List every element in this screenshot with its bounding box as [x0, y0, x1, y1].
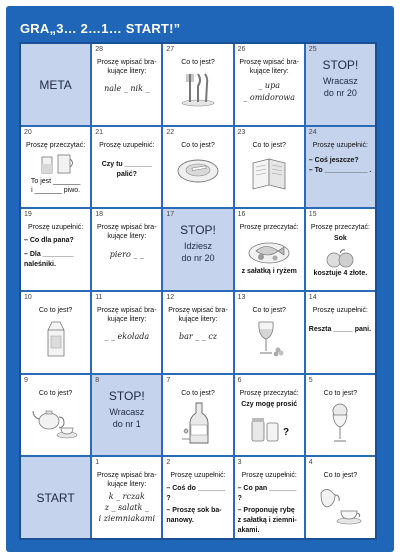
cell-text-2: – Proponuję rybę: [237, 507, 295, 515]
board-cell-meta: [21, 44, 90, 125]
board-cell-20: [21, 127, 90, 208]
game-board: [19, 42, 377, 540]
cell-prompt: Co to jest?: [252, 141, 286, 149]
board-cell-4: [306, 457, 375, 538]
cell-text-3: z sałatką i ziemni-: [237, 517, 297, 525]
cell-prompt: Proszę uzupełnić:: [170, 472, 226, 480]
cell-number: 5: [308, 376, 313, 384]
coffee-set-icon: [315, 483, 365, 527]
board-cell-8: [92, 375, 161, 456]
board-cell-7: [163, 375, 232, 456]
board-cell-start: [21, 457, 90, 538]
cell-prompt: Co to jest?: [38, 389, 73, 397]
board-cell-16: [235, 209, 304, 290]
cell-prompt: Proszę przeczytać:: [310, 224, 370, 232]
board-cell-23: [235, 127, 304, 208]
cell-text-1: Reszta _____ pani.: [308, 325, 372, 333]
cell-number: 16: [237, 211, 246, 219]
cell-answer-line1: _ upa: [258, 81, 280, 90]
board-cell-3: [235, 457, 304, 538]
cell-prompt: Co to jest?: [181, 141, 215, 149]
board-cell-15: [306, 209, 375, 290]
cell-text-2: – Dla ________: [24, 251, 74, 259]
menu-book-icon: [247, 153, 291, 191]
stop-instruction-line2: do nr 1: [112, 418, 141, 429]
cell-number: 12: [166, 293, 175, 301]
cell-text-1: – Coś jeszcze?: [308, 156, 359, 164]
cell-number: 25: [308, 46, 317, 53]
cell-prompt: Co to jest?: [252, 306, 286, 314]
cell-caption: kosztuje 4 złote.: [313, 270, 368, 278]
cell-prompt: Co to jest?: [181, 59, 215, 66]
cell-prompt: Proszę uzupełnić:: [27, 224, 84, 232]
cell-number: 8: [95, 376, 100, 384]
cell-prompt: Proszę uzupełnić:: [312, 306, 369, 314]
cell-prompt: Proszę przeczytać:: [239, 224, 299, 232]
ashtray-icon: [174, 153, 222, 187]
cell-prompt: Co to jest?: [181, 389, 215, 397]
cell-prompt: Proszę uzupełnić:: [241, 472, 297, 480]
cell-number: 19: [24, 211, 32, 219]
cell-text-1: – Co dla pana?: [24, 237, 74, 245]
cell-prompt: Proszę wpisać bra-kujące litery:: [168, 306, 228, 323]
board-cell-13: [235, 292, 304, 373]
cell-number: 9: [24, 376, 28, 384]
stop-label: STOP!: [180, 223, 216, 238]
cell-number: 10: [24, 293, 32, 301]
cell-answer: nale _ nik _: [104, 84, 150, 93]
cell-text-3: nanowy.: [166, 517, 194, 525]
cell-number: 14: [308, 293, 317, 301]
cell-prompt: Proszę wpisać bra-kujące litery:: [97, 59, 157, 75]
cell-answer: piero _ _: [109, 250, 144, 260]
cell-answer-line1: k _ rczak: [108, 492, 145, 502]
board-cell-22: [163, 127, 232, 208]
cell-prompt: Proszę wpisać bra-kujące litery:: [97, 306, 157, 323]
board-cell-5: [306, 375, 375, 456]
cell-text-2: – To ___________ .: [308, 166, 372, 174]
cell-answer-line3: i ziemniakami: [98, 514, 155, 524]
cell-prompt: Proszę wpisać bra-kujące litery:: [97, 224, 157, 241]
board-cell-10: [21, 292, 90, 373]
cell-number: 17: [166, 211, 175, 219]
board-cell-1: [92, 457, 161, 538]
cell-number: 22: [166, 128, 175, 136]
fruit-icon: [320, 247, 360, 269]
board-cell-6: [235, 375, 304, 456]
board-cell-11: [92, 292, 161, 373]
board-cell-18: [92, 209, 161, 290]
cell-number: 11: [95, 293, 103, 301]
game-title: GRA„3… 2…1… START!”: [20, 21, 181, 36]
stop-instruction-line1: Idziesz: [183, 241, 212, 252]
board-cell-14: [306, 292, 375, 373]
cell-text-2: – Proszę sok ba-: [166, 507, 222, 515]
ice-cream-icon: [325, 401, 355, 445]
cell-answer-line2: z _ salatk _: [104, 503, 149, 513]
cell-number: 2: [166, 459, 171, 467]
cell-number: 27: [166, 46, 175, 53]
cell-text-4: akami.: [237, 527, 260, 535]
cell-prompt: Proszę przeczytać:: [26, 141, 86, 149]
cell-text-1: – Coś do _______ ?: [166, 485, 226, 503]
cell-number: 7: [166, 376, 171, 384]
wine-glass-icon: [249, 318, 289, 358]
cell-line1: To jest _______: [30, 177, 81, 185]
stop-label: STOP!: [108, 388, 145, 403]
cell-prompt: Proszę przeczytać:: [239, 389, 299, 397]
stop-label: STOP!: [322, 58, 359, 72]
cell-prompt: Co to jest?: [38, 306, 73, 314]
cell-number: 1: [95, 459, 100, 467]
board-cell-17: [163, 209, 232, 290]
cell-answer-line2: _ omidorowa: [243, 93, 296, 102]
stop-instruction-line1: Wracasz: [109, 406, 145, 417]
cell-number: 4: [308, 459, 313, 467]
cell-number: 21: [95, 128, 103, 136]
stop-instruction-line2: do nr 20: [181, 253, 215, 264]
cell-number: 20: [24, 128, 32, 136]
cell-text-2: palić?: [116, 170, 137, 178]
cell-text-1: Czy mogę prosić: [241, 400, 298, 408]
cell-number: 28: [95, 46, 103, 53]
stop-instruction-line1: Wracasz: [322, 76, 358, 86]
cell-prompt: Proszę wpisać bra-kujące litery:: [97, 472, 157, 489]
svg-text:?: ?: [283, 426, 290, 438]
board-cell-27: [163, 44, 232, 125]
cell-number: 3: [237, 459, 242, 467]
board-cell-12: [163, 292, 232, 373]
cell-text-1: Czy tu _______: [101, 160, 152, 168]
cell-prompt: Proszę uzupełnić:: [312, 141, 369, 149]
cell-number: 18: [95, 211, 103, 219]
stop-instruction-line2: do nr 20: [323, 88, 357, 98]
drinks-icon: [36, 153, 76, 175]
cell-prompt: Co to jest?: [323, 389, 358, 397]
cell-number: 24: [308, 128, 317, 136]
cell-number: 13: [237, 293, 246, 301]
wine-bottle-icon: [176, 401, 220, 445]
board-cell-19: [21, 209, 90, 290]
cell-prompt: Co to jest?: [323, 472, 358, 480]
cell-text-1: Sok: [333, 235, 347, 243]
board-cell-9: [21, 375, 90, 456]
cutlery-icon: [178, 70, 218, 108]
board-cell-28: [92, 44, 161, 125]
meta-label: META: [39, 78, 72, 92]
board-cell-21: [92, 127, 161, 208]
cell-prompt: Proszę uzupełnić:: [99, 141, 155, 149]
cell-text-1: – Co pan _______ ?: [237, 485, 297, 503]
fish-plate-icon: [246, 235, 292, 265]
start-label: START: [36, 491, 75, 506]
board-cell-24: [306, 127, 375, 208]
cell-number: 26: [237, 46, 246, 53]
cell-number: 15: [308, 211, 317, 219]
board-cell-2: [163, 457, 232, 538]
board-cell-26: [235, 44, 304, 125]
cell-prompt: Proszę wpisać bra-kujące litery:: [239, 59, 299, 75]
cell-text-3: naleśniki.: [24, 261, 56, 269]
cell-number: 6: [237, 376, 242, 384]
cell-answer: _ _ ekolada: [104, 331, 150, 341]
cell-answer: bar _ _ cz: [178, 331, 218, 341]
teapot-icon: [31, 401, 81, 441]
board-cell-25: [306, 44, 375, 125]
milk-carton-icon: [41, 318, 71, 358]
cell-number: 23: [237, 128, 246, 136]
cell-caption: z sałatką i ryżem: [241, 268, 297, 276]
jars-icon: [246, 413, 292, 443]
cell-line2: i _______ piwo.: [31, 186, 81, 194]
